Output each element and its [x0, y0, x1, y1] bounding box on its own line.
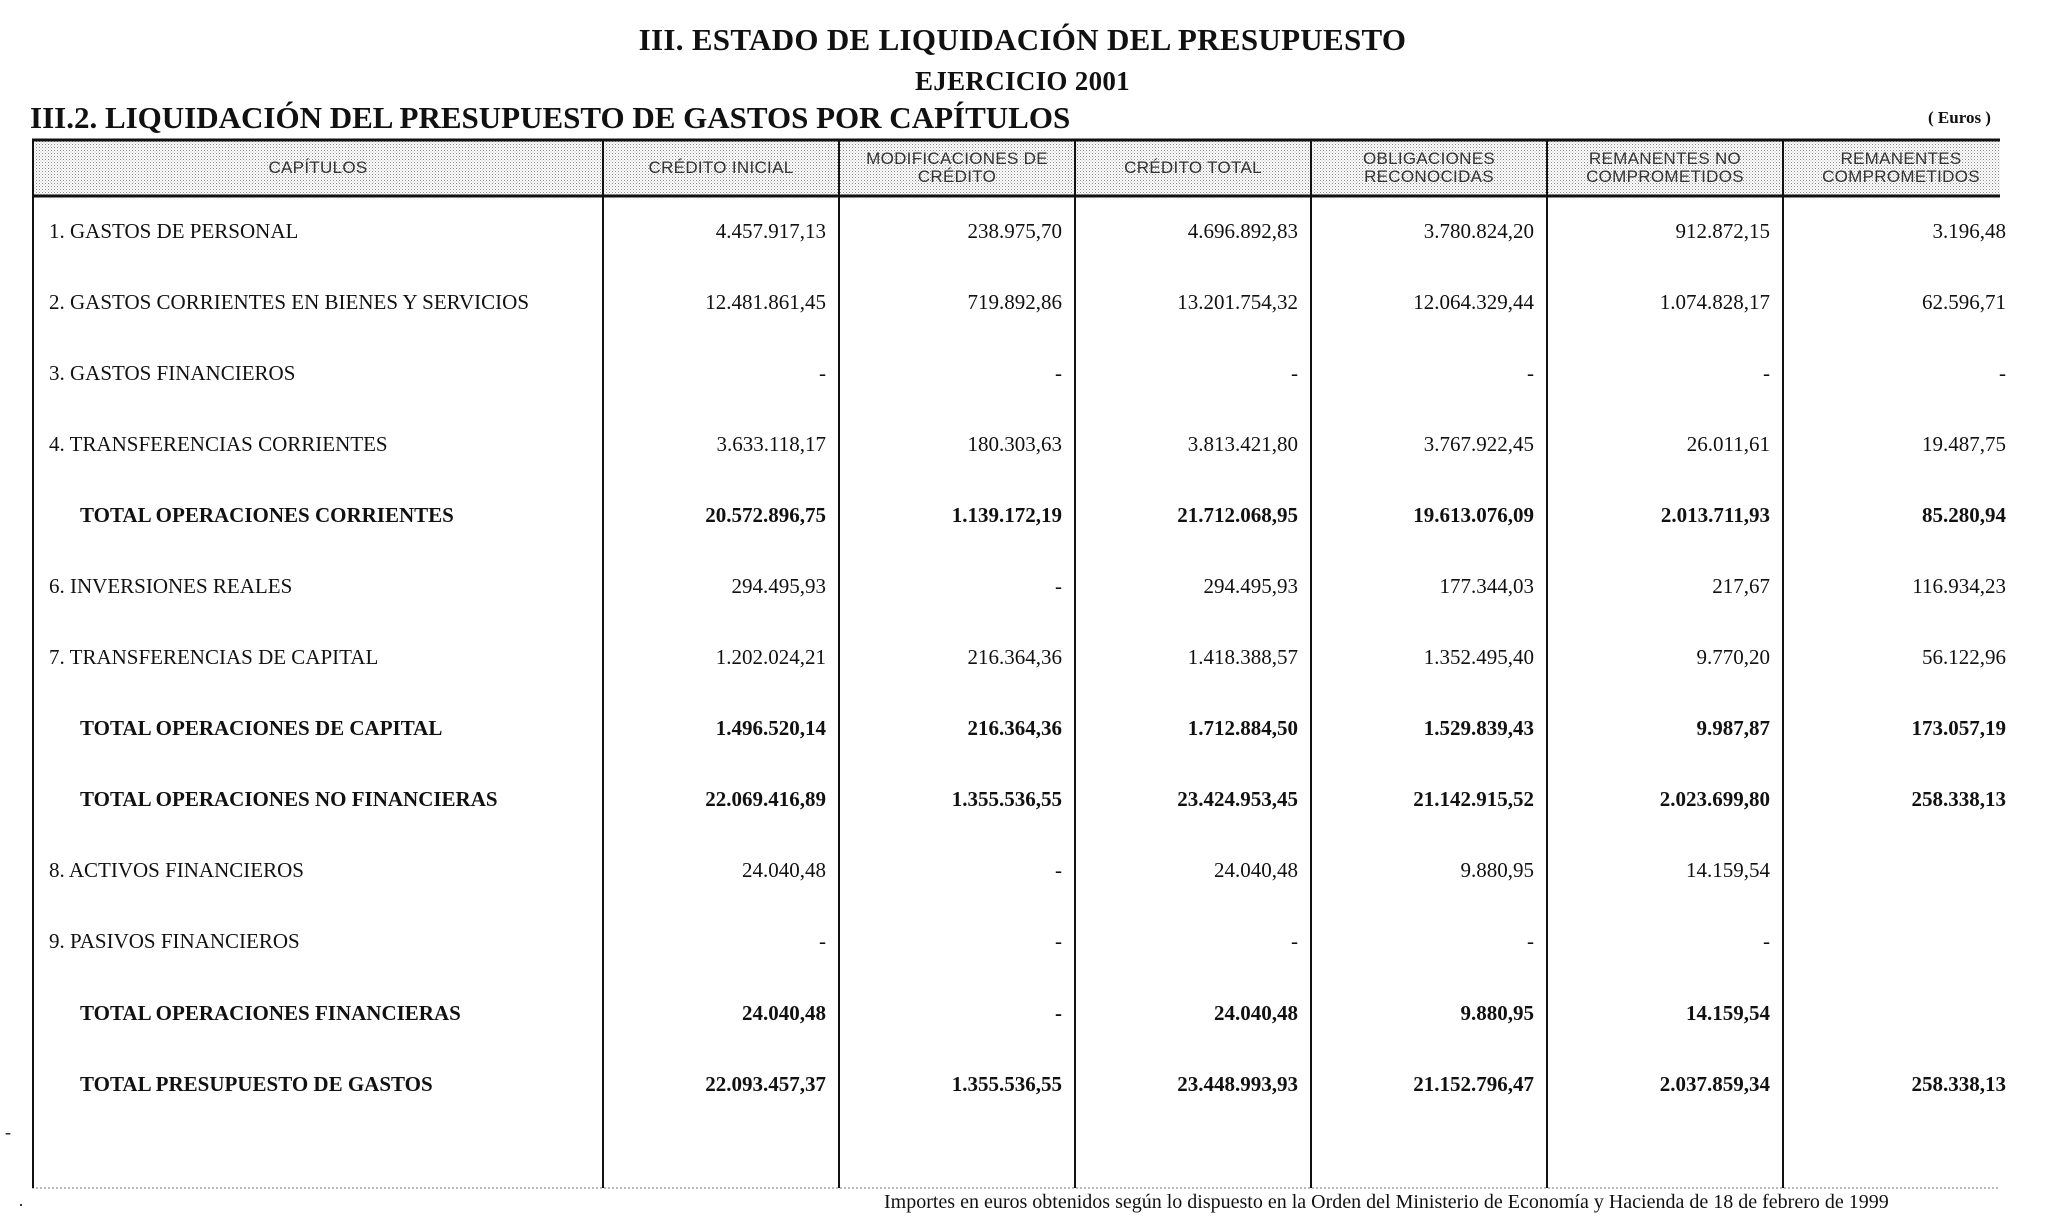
row-value: 12.481.861,45: [705, 290, 826, 314]
row-value: -: [819, 361, 826, 385]
row-value: 14.159,54: [1686, 858, 1770, 882]
row-value: 1.202.024,21: [715, 645, 826, 669]
row-value: -: [1291, 361, 1298, 385]
row-value: 1.139.172,19: [951, 503, 1062, 527]
row-value: 21.712.068,95: [1177, 503, 1298, 527]
row-value: 294.495,93: [731, 574, 826, 598]
row-value: [1784, 921, 2006, 961]
row-label: 3. GASTOS FINANCIEROS: [49, 361, 296, 385]
row-value: 24.040,48: [1214, 858, 1298, 882]
column-header-credito-inicial: CRÉDITO INICIAL: [648, 158, 794, 177]
row-value: 1.496.520,14: [715, 716, 826, 740]
row-label: 2. GASTOS CORRIENTES EN BIENES Y SERVICIOS: [49, 290, 529, 314]
column-header-remanentes-no-comprometidos: REMANENTES NO COMPROMETIDOS: [1586, 149, 1744, 186]
row-value: 173.057,19: [1911, 716, 2006, 740]
row-value: 12.064.329,44: [1413, 290, 1534, 314]
row-value: 22.093.457,37: [705, 1072, 826, 1096]
row-value: 116.934,23: [1912, 574, 2006, 598]
row-value: 21.152.796,47: [1413, 1072, 1534, 1096]
table-row: [0, 993, 2000, 1033]
row-value: 9.880,95: [1460, 858, 1534, 882]
row-value: 19.613.076,09: [1413, 503, 1534, 527]
row-label: TOTAL OPERACIONES FINANCIERAS: [80, 1001, 461, 1025]
table-row: [0, 495, 2006, 535]
row-label: 4. TRANSFERENCIAS CORRIENTES: [49, 432, 388, 456]
row-value: 180.303,63: [967, 432, 1062, 456]
table-row: [0, 424, 2006, 464]
row-value: 719.892,86: [967, 290, 1062, 314]
table-row: [0, 850, 2000, 890]
row-value: 912.872,15: [1675, 219, 1770, 243]
section-title: III.2. LIQUIDACIÓN DEL PRESUPUESTO DE GASTOS POR CAPÍTULOS: [30, 100, 1071, 135]
row-value: 13.201.754,32: [1177, 290, 1298, 314]
row-value: 2.037.859,34: [1659, 1072, 1770, 1096]
row-value: 19.487,75: [1922, 432, 2006, 456]
row-value: 20.572.896,75: [705, 503, 826, 527]
row-value: 1.712.884,50: [1187, 716, 1298, 740]
row-value: -: [1055, 574, 1062, 598]
row-value: 177.344,03: [1439, 574, 1534, 598]
row-value: 9.987,87: [1696, 716, 1770, 740]
row-value: 1.355.536,55: [951, 787, 1062, 811]
units-label: ( Euros ): [1928, 108, 1991, 127]
table-row: [0, 708, 2006, 748]
row-value: 238.975,70: [967, 219, 1062, 243]
row-value: -: [1763, 361, 1770, 385]
row-value: 24.040,48: [742, 1001, 826, 1025]
margin-mark: ·: [18, 1195, 24, 1215]
row-value: 294.495,93: [1203, 574, 1298, 598]
row-value: -: [1055, 1001, 1062, 1025]
row-value: 1.529.839,43: [1423, 716, 1534, 740]
margin-mark: -: [5, 1122, 11, 1142]
row-value: 23.448.993,93: [1177, 1072, 1298, 1096]
row-value: -: [1055, 858, 1062, 882]
row-value: -: [1055, 361, 1062, 385]
table-row: [0, 282, 2006, 322]
column-header-credito-total: CRÉDITO TOTAL: [1124, 158, 1262, 177]
row-value: 3.813.421,80: [1187, 432, 1298, 456]
row-value: 9.880,95: [1460, 1001, 1534, 1025]
column-header-capitulos: CAPÍTULOS: [268, 158, 368, 177]
row-value: 258.338,13: [1911, 787, 2006, 811]
row-value: 3.196,48: [1932, 219, 2006, 243]
row-label: TOTAL OPERACIONES CORRIENTES: [80, 503, 454, 527]
report-subtitle: EJERCICIO 2001: [915, 66, 1130, 96]
table-row: [0, 566, 2006, 606]
row-value: -: [1527, 929, 1534, 953]
row-label: TOTAL OPERACIONES DE CAPITAL: [80, 716, 443, 740]
row-value: 26.011,61: [1686, 432, 1770, 456]
row-value: 217,67: [1712, 574, 1770, 598]
table-row: [0, 353, 2006, 393]
column-header-remanentes-comprometidos: REMANENTES COMPROMETIDOS: [1822, 149, 1980, 186]
row-value: -: [1527, 361, 1534, 385]
row-value: -: [1055, 929, 1062, 953]
footnote: Importes en euros obtenidos según lo dispuesto en la Orden del Ministerio de Economía y Hacienda de 18 de febrero de 1999: [884, 1191, 1889, 1213]
row-value: -: [819, 929, 826, 953]
row-value: 22.069.416,89: [705, 787, 826, 811]
row-value: -: [1763, 929, 1770, 953]
table-row: [0, 211, 2006, 251]
row-value: 258.338,13: [1911, 1072, 2006, 1096]
row-label: 8. ACTIVOS FINANCIEROS: [49, 858, 304, 882]
row-value: 14.159,54: [1686, 1001, 1770, 1025]
row-value: 21.142.915,52: [1413, 787, 1534, 811]
row-value: 216.364,36: [967, 716, 1062, 740]
row-label: 7. TRANSFERENCIAS DE CAPITAL: [49, 645, 379, 669]
row-value: 1.352.495,40: [1423, 645, 1534, 669]
table-row: [0, 1064, 2006, 1104]
row-value: 24.040,48: [1214, 1001, 1298, 1025]
row-value: 23.424.953,45: [1177, 787, 1298, 811]
row-value: 3.633.118,17: [716, 432, 826, 456]
row-value: 85.280,94: [1922, 503, 2006, 527]
row-value: 4.457.917,13: [715, 219, 826, 243]
row-label: 1. GASTOS DE PERSONAL: [49, 219, 299, 243]
table-row: [0, 921, 2000, 961]
row-value: -: [1291, 929, 1298, 953]
row-value: 1.074.828,17: [1659, 290, 1770, 314]
row-label: TOTAL PRESUPUESTO DE GASTOS: [80, 1072, 433, 1096]
row-label: TOTAL OPERACIONES NO FINANCIERAS: [80, 787, 498, 811]
row-value: 9.770,20: [1696, 645, 1770, 669]
row-value: 4.696.892,83: [1187, 219, 1298, 243]
table-row: [0, 779, 2006, 819]
column-header-modificaciones: MODIFICACIONES DE CRÉDITO: [866, 149, 1048, 186]
row-value: -: [1999, 361, 2006, 385]
report-title: III. ESTADO DE LIQUIDACIÓN DEL PRESUPUESTO: [638, 22, 1407, 57]
row-label: 6. INVERSIONES REALES: [49, 574, 293, 598]
row-value: 24.040,48: [742, 858, 826, 882]
row-label: 9. PASIVOS FINANCIEROS: [49, 929, 300, 953]
table-row: [0, 637, 2006, 677]
row-value: 1.418.388,57: [1187, 645, 1298, 669]
row-value: 1.355.536,55: [951, 1072, 1062, 1096]
row-value: [1784, 850, 2006, 890]
row-value: 3.780.824,20: [1423, 219, 1534, 243]
row-value: [1784, 993, 2006, 1033]
row-value: 2.023.699,80: [1659, 787, 1770, 811]
row-value: 3.767.922,45: [1423, 432, 1534, 456]
row-value: 56.122,96: [1922, 645, 2006, 669]
row-value: 62.596,71: [1922, 290, 2006, 314]
row-value: 216.364,36: [967, 645, 1062, 669]
row-value: 2.013.711,93: [1660, 503, 1770, 527]
column-header-obligaciones: OBLIGACIONES RECONOCIDAS: [1362, 149, 1496, 186]
